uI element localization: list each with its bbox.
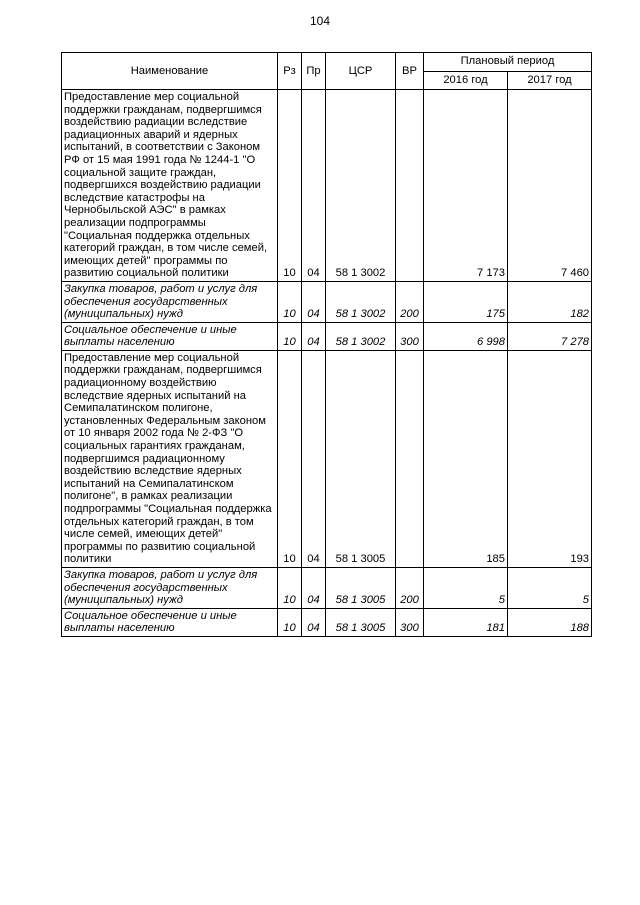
row-pr: 04	[302, 322, 326, 350]
row-rz: 10	[278, 322, 302, 350]
row-vr: 200	[396, 567, 424, 608]
header-year-2017: 2017 год	[508, 71, 592, 90]
row-pr: 04	[302, 281, 326, 322]
row-pr: 04	[302, 567, 326, 608]
row-value-2017: 182	[508, 281, 592, 322]
row-csr: 58 1 3005	[326, 608, 396, 636]
table-row	[62, 90, 592, 282]
row-vr: 200	[396, 281, 424, 322]
row-value-2017: 7 460	[508, 90, 592, 282]
header-csr: ЦСР	[326, 53, 396, 90]
row-csr: 58 1 3005	[326, 567, 396, 608]
header-planned-period: Плановый период	[424, 53, 592, 72]
header-year-2016: 2016 год	[424, 71, 508, 90]
table-row	[62, 608, 592, 636]
row-rz: 10	[278, 90, 302, 282]
row-value-2016: 6 998	[424, 322, 508, 350]
row-value-2016: 5	[424, 567, 508, 608]
row-csr: 58 1 3005	[326, 350, 396, 567]
table-row	[62, 322, 592, 350]
header-name: Наименование	[62, 53, 278, 90]
row-name: Социальное обеспечение и иные выплаты населению	[62, 322, 278, 350]
row-value-2017: 188	[508, 608, 592, 636]
page-number: 104	[309, 14, 331, 28]
row-pr: 04	[302, 350, 326, 567]
header-pr: Пр	[302, 53, 326, 90]
table-header	[62, 53, 592, 90]
row-value-2016: 181	[424, 608, 508, 636]
row-name: Социальное обеспечение и иные выплаты населению	[62, 608, 278, 636]
row-rz: 10	[278, 567, 302, 608]
row-rz: 10	[278, 350, 302, 567]
row-name: Закупка товаров, работ и услуг для обеспечения государственных (муниципальных) нужд	[62, 281, 278, 322]
table-row	[62, 350, 592, 567]
row-vr	[396, 90, 424, 282]
header-vr: ВР	[396, 53, 424, 90]
row-value-2016: 175	[424, 281, 508, 322]
table-row	[62, 567, 592, 608]
row-name: Закупка товаров, работ и услуг для обеспечения государственных (муниципальных) нужд	[62, 567, 278, 608]
row-pr: 04	[302, 608, 326, 636]
row-value-2016: 7 173	[424, 90, 508, 282]
budget-table	[61, 52, 592, 637]
row-value-2017: 7 278	[508, 322, 592, 350]
row-vr: 300	[396, 322, 424, 350]
row-vr: 300	[396, 608, 424, 636]
row-value-2017: 5	[508, 567, 592, 608]
row-value-2016: 185	[424, 350, 508, 567]
row-csr: 58 1 3002	[326, 281, 396, 322]
table-row	[62, 281, 592, 322]
row-rz: 10	[278, 608, 302, 636]
row-name: Предоставление мер социальной поддержки гражданам, подвергшимся радиационному воздействию вследствие ядерных испытаний на Семипалатинском полигоне, установленных Федеральным законом от 10 января 2002 года № 2-ФЗ "О социальных гарантиях гражданам, подвергшимся радиационному воздействию вследствие ядерных испытаний на Семипалатинском полигоне", в рамках реализации подпрограммы "Социальная поддержка отдельных категорий граждан, в том числе семей, имеющих детей" программы по развитию социальной политики	[62, 350, 278, 567]
header-rz: Рз	[278, 53, 302, 90]
row-csr: 58 1 3002	[326, 90, 396, 282]
row-rz: 10	[278, 281, 302, 322]
row-csr: 58 1 3002	[326, 322, 396, 350]
row-value-2017: 193	[508, 350, 592, 567]
row-vr	[396, 350, 424, 567]
row-pr: 04	[302, 90, 326, 282]
row-name: Предоставление мер социальной поддержки гражданам, подвергшимся воздействию радиации вследствие радиационных аварий и ядерных испытаний, в соответствии с Законом РФ от 15 мая 1991 года № 1244-1 "О социальной защите граждан, подвергшихся воздействию радиации вследствие катастрофы на Чернобыльской АЭС" в рамках реализации подпрограммы "Социальная поддержка отдельных категорий граждан, в том числе семей, имеющих детей" программы по развитию социальной политики	[62, 90, 278, 282]
